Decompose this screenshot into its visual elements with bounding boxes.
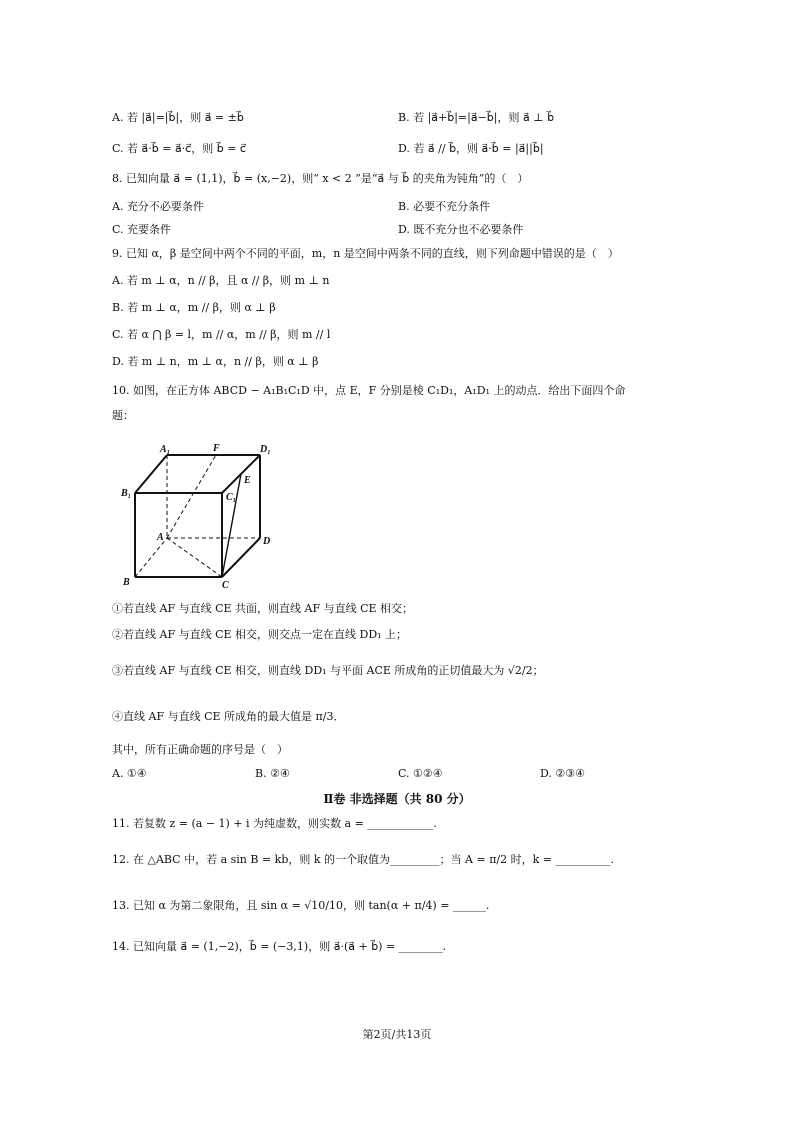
- label-d: D: [263, 536, 271, 547]
- q10-option-c: C. ①②④: [398, 767, 443, 780]
- label-b: B: [123, 577, 130, 588]
- cube-figure: [112, 440, 282, 590]
- segment-af-hidden: [167, 455, 216, 538]
- q9-option-b: B. 若 m ⊥ α，m // β，则 α ⊥ β: [112, 301, 276, 314]
- diagonal-ac-hidden: [167, 538, 222, 577]
- q10-option-b: B. ②④: [255, 767, 290, 780]
- q7-option-d: D. 若 a⃗ // b⃗，则 a⃗·b⃗ = |a⃗||b⃗|: [398, 142, 544, 155]
- q8-option-c: C. 充要条件: [112, 223, 172, 236]
- q10-stem-line1: 10. 如图，在正方体 ABCD − A₁B₁C₁D 中，点 E，F 分别是棱 C₁D₁，A₁D₁ 上的动点．给出下面四个命: [112, 384, 626, 397]
- label-c1: C₁: [226, 492, 237, 503]
- label-a: A: [157, 532, 164, 543]
- q7-option-c: C. 若 a⃗·b⃗ = a⃗·c⃗，则 b⃗ = c⃗: [112, 142, 246, 155]
- q8-option-b: B. 必要不充分条件: [398, 200, 491, 213]
- q11: 11. 若复数 z = (a − 1) + i 为纯虚数，则实数 a = ____________.: [112, 817, 437, 830]
- q12: 12. 在 △ABC 中，若 a sin B = kb，则 k 的一个取值为_________；当 A = π/2 时，k = __________.: [112, 853, 614, 866]
- edge-b1a1: [135, 455, 167, 493]
- label-f: F: [213, 443, 220, 454]
- label-a1: A₁: [160, 444, 171, 455]
- cube-diagram: [112, 440, 282, 590]
- q10-proposition-2: ②若直线 AF 与直线 CE 相交，则交点一定在直线 DD₁ 上；: [112, 628, 408, 641]
- q10-stem-line2: 题：: [112, 409, 134, 422]
- q10-option-a: A. ①④: [112, 767, 147, 780]
- page-footer: 第2页/共13页: [362, 1028, 432, 1041]
- edge-ab-hidden: [135, 538, 167, 577]
- q8-stem: 8. 已知向量 a⃗ = (1,1)，b⃗ = (x,−2)，则“ x < 2 ”是“a⃗ 与 b⃗ 的夹角为钝角”的（ ）: [112, 172, 529, 185]
- q14: 14. 已知向量 a⃗ = (1,−2)，b⃗ = (−3,1)，则 a⃗·(a⃗ + b⃗) = ________.: [112, 940, 447, 953]
- q10-proposition-1: ①若直线 AF 与直线 CE 共面，则直线 AF 与直线 CE 相交；: [112, 602, 414, 615]
- q8-option-d: D. 既不充分也不必要条件: [398, 223, 524, 236]
- q10-proposition-4: ④直线 AF 与直线 CE 所成角的最大值是 π/3．: [112, 710, 345, 723]
- label-b1: B₁: [121, 488, 132, 499]
- label-c: C: [222, 580, 229, 590]
- section-heading: Ⅱ卷 非选择题（共 80 分）: [323, 792, 471, 806]
- q13: 13. 已知 α 为第二象限角，且 sin α = √10/10，则 tan(α + π/4) = ______.: [112, 899, 490, 912]
- q9-option-d: D. 若 m ⊥ n，m ⊥ α，n // β，则 α ⊥ β: [112, 355, 319, 368]
- q7-option-a: A. 若 |a⃗|=|b⃗|，则 a⃗ = ±b⃗: [112, 111, 244, 124]
- q10-ask: 其中，所有正确命题的序号是（ ）: [112, 743, 288, 756]
- label-e: E: [244, 475, 251, 486]
- label-d1: D₁: [260, 444, 271, 455]
- q10-option-d: D. ②③④: [540, 767, 586, 780]
- q10-proposition-3: ③若直线 AF 与直线 CE 相交，则直线 DD₁ 与平面 ACE 所成角的正切值最大为 √2/2；: [112, 664, 544, 677]
- q8-option-a: A. 充分不必要条件: [112, 200, 204, 213]
- q9-option-c: C. 若 α ⋂ β = l，m // α，m // β，则 m // l: [112, 328, 331, 341]
- q9-option-a: A. 若 m ⊥ α，n // β，且 α // β，则 m ⊥ n: [112, 274, 330, 287]
- q7-option-b: B. 若 |a⃗+b⃗|=|a⃗−b⃗|，则 a⃗ ⊥ b⃗: [398, 111, 555, 124]
- q9-stem: 9. 已知 α，β 是空间中两个不同的平面，m，n 是空间中两条不同的直线，则下列命题中错误的是（ ）: [112, 247, 619, 260]
